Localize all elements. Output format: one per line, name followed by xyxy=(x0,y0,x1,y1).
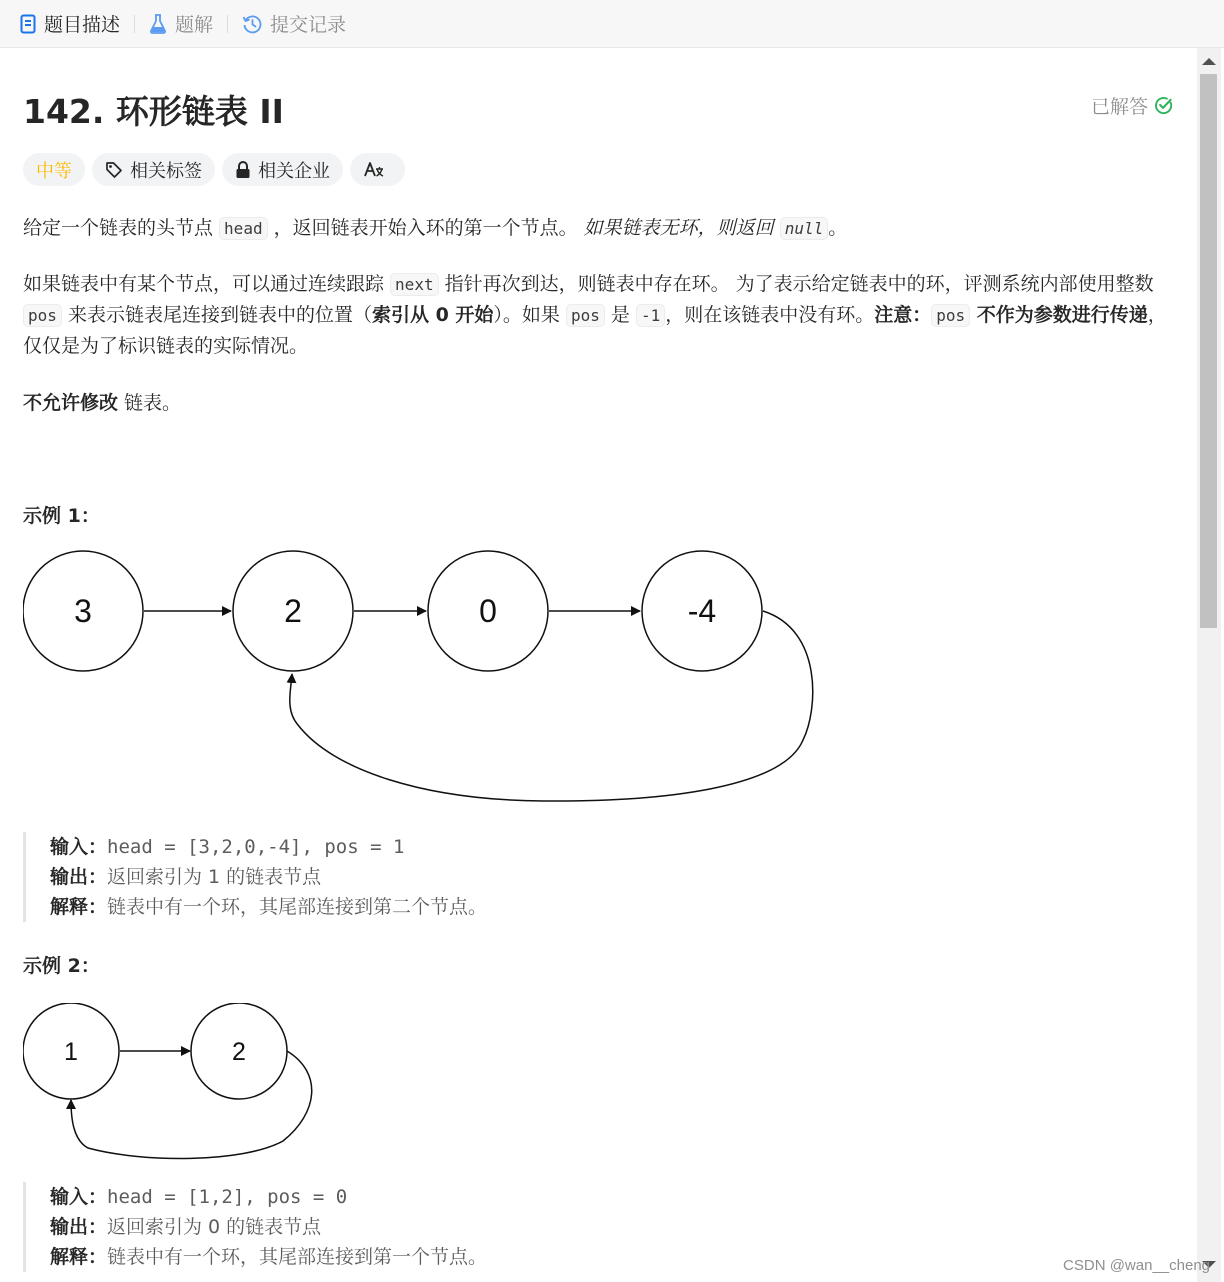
flask-icon xyxy=(149,14,167,34)
watermark: CSDN @wan__cheng xyxy=(1063,1257,1210,1274)
tag-icon xyxy=(105,161,123,179)
vertical-scrollbar[interactable] xyxy=(1197,48,1221,1282)
node-value: 0 xyxy=(479,593,497,629)
example-output: 输出：返回索引为 0 的链表节点 xyxy=(50,1216,322,1238)
code-minus-one: -1 xyxy=(636,304,665,327)
example-explanation: 解释：链表中有一个环，其尾部连接到第一个节点。 xyxy=(50,1246,488,1268)
related-companies-button[interactable] xyxy=(222,153,343,186)
node-value: 2 xyxy=(232,1038,246,1066)
example-1-diagram xyxy=(23,550,843,820)
related-tags-label: 相关标签 xyxy=(130,160,202,182)
difficulty-badge: 中等 xyxy=(23,153,85,186)
node-value: 3 xyxy=(74,593,92,629)
tab-description[interactable] xyxy=(20,10,120,37)
example-title: 示例 2： xyxy=(23,955,100,977)
example-2-diagram xyxy=(23,1003,323,1163)
tab-solutions-label: 题解 xyxy=(175,14,214,36)
history-icon xyxy=(242,14,262,34)
example-title: 示例 1： xyxy=(23,505,100,527)
scrollbar-thumb[interactable] xyxy=(1200,74,1217,628)
example-2-io xyxy=(23,1182,487,1272)
description-paragraph: 不允许修改 链表。 xyxy=(23,392,182,414)
scroll-up-arrow-icon[interactable] xyxy=(1202,58,1216,65)
code-head: head xyxy=(219,217,268,240)
example-input: 输入：head = [3,2,0,-4], pos = 1 xyxy=(50,836,405,858)
list-node xyxy=(191,1003,287,1099)
example-explanation: 解释：链表中有一个环，其尾部连接到第二个节点。 xyxy=(50,896,488,918)
problem-title: 142. 环形链表 II xyxy=(23,92,284,131)
example-input: 输入：head = [1,2], pos = 0 xyxy=(50,1186,348,1208)
check-circle-icon xyxy=(1154,96,1173,115)
list-node xyxy=(428,551,548,671)
list-node xyxy=(233,551,353,671)
title-row xyxy=(23,86,1173,131)
code-null: null xyxy=(780,217,829,240)
list-node xyxy=(642,551,762,671)
tab-divider xyxy=(227,15,228,33)
example-output: 输出：返回索引为 1 的链表节点 xyxy=(50,866,322,888)
translate-icon xyxy=(363,160,385,180)
tab-bar xyxy=(0,0,1224,48)
tab-submissions-label: 提交记录 xyxy=(270,14,347,36)
list-node xyxy=(23,1003,119,1099)
tab-description-label: 题目描述 xyxy=(44,14,121,36)
translate-button[interactable] xyxy=(350,153,405,186)
related-companies-label: 相关企业 xyxy=(258,160,330,182)
description-paragraph: 如果链表中有某个节点，可以通过连续跟踪 next 指针再次到达，则链表中存在环。 为了表示给定链表中的环，评测系统内部使用整数 pos 来表示链表尾连接到链表中的位置（索引从 0 开始）。如果 pos 是 -1 ，则在该链表中没有环。注意： pos 不作为参数进行传递，仅仅是为了标识链表的实际情况。 xyxy=(23,273,1167,357)
description-icon xyxy=(20,14,36,34)
solved-status xyxy=(1091,92,1173,119)
node-value: 1 xyxy=(64,1038,78,1066)
related-tags-button[interactable] xyxy=(92,153,215,186)
example-1-io xyxy=(23,832,487,922)
node-value: 2 xyxy=(284,593,302,629)
lock-icon xyxy=(235,161,251,179)
tag-row xyxy=(23,153,412,186)
solved-status-label: 已解答 xyxy=(1090,96,1148,118)
node-value: -4 xyxy=(687,593,717,629)
list-node xyxy=(23,551,143,671)
tab-solutions[interactable] xyxy=(149,10,213,37)
code-pos: pos xyxy=(931,304,970,327)
code-pos: pos xyxy=(23,304,62,327)
code-pos: pos xyxy=(566,304,605,327)
code-next: next xyxy=(390,273,439,296)
description-paragraph: 给定一个链表的头节点 head ，返回链表开始入环的第一个节点。 如果链表无环，则返回 null 。 xyxy=(23,217,848,239)
tab-submissions[interactable] xyxy=(242,10,346,37)
tab-divider xyxy=(134,15,135,33)
